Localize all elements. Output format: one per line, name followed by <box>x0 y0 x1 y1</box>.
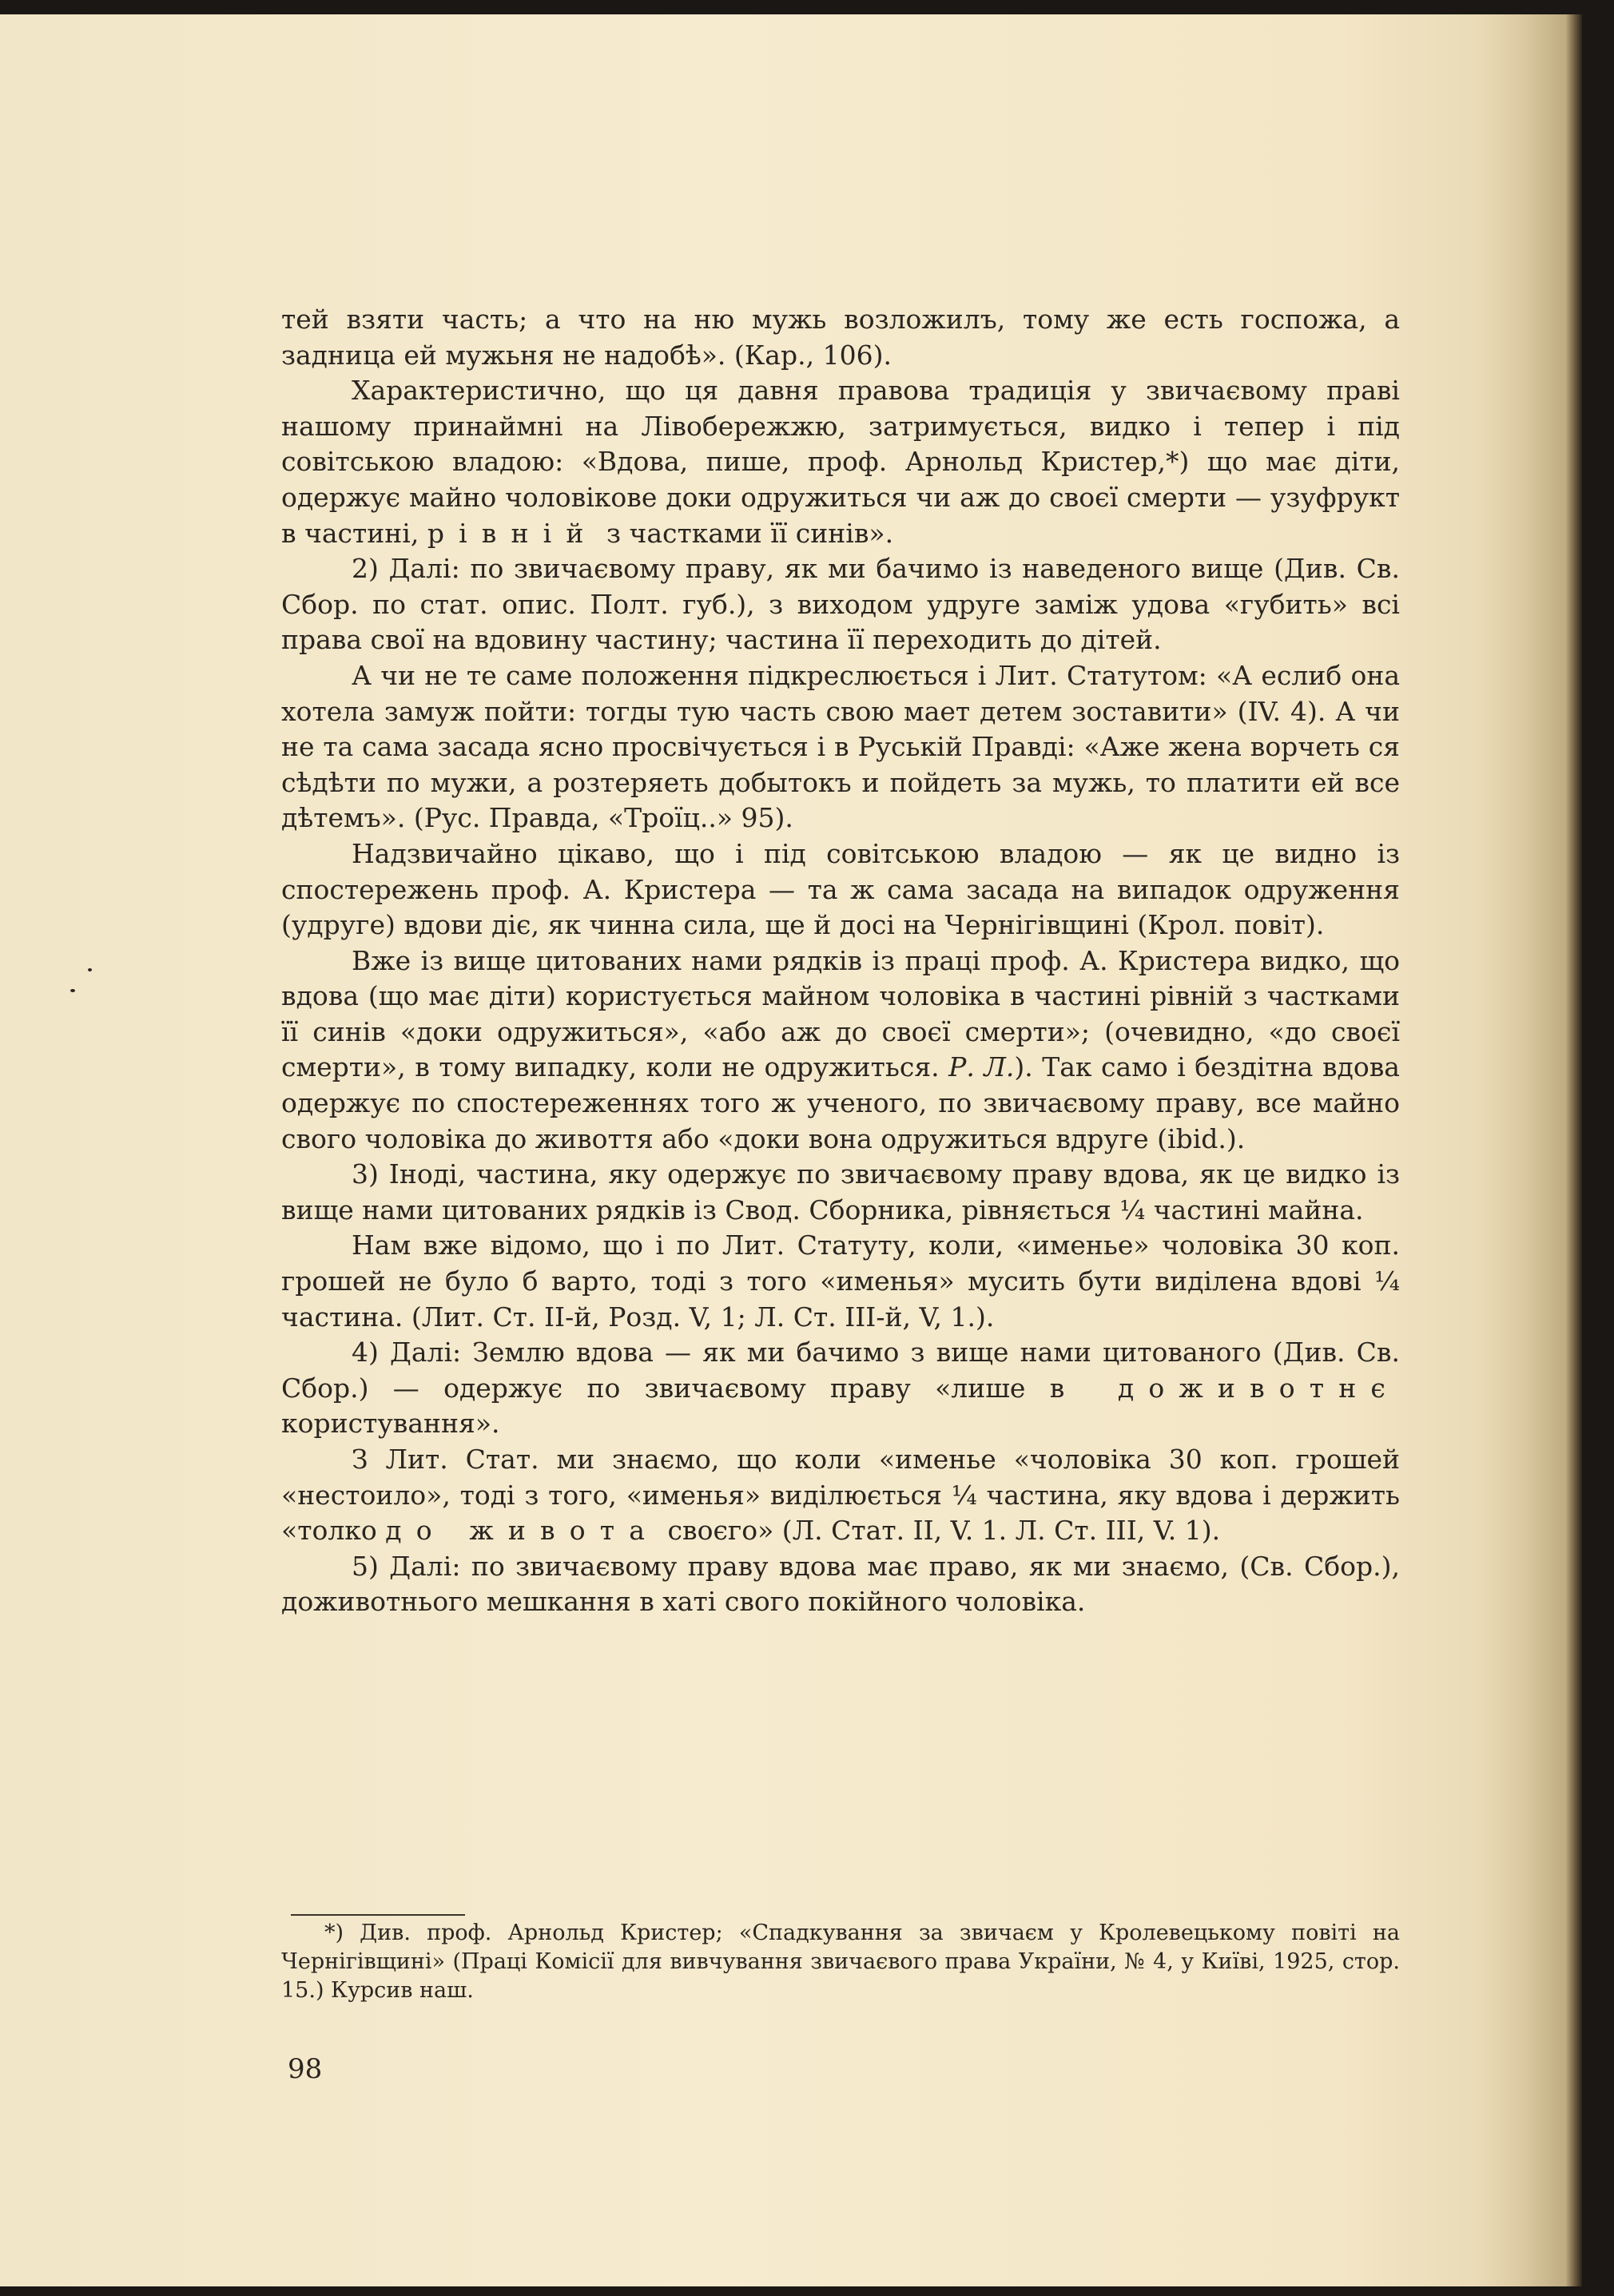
spaced-emphasis: в доживотнє <box>1049 1372 1400 1404</box>
text-run: Характеристично, що ця давня правова традиція у звичаєвому праві нашому принаймні на Лівобережжю, затримується, видко і тепер і під совітською владою: «Вдова, пише, проф. Арнольд Кристер,*) що має діти, одержує майно чоловікове доки одружиться чи аж до своєї смерти — узуфрукт в частині, <box>281 375 1400 549</box>
paragraph <box>281 302 1400 373</box>
paragraph <box>281 1335 1400 1442</box>
paragraph <box>281 943 1400 1158</box>
paragraph <box>281 373 1400 551</box>
ink-speck <box>70 989 75 992</box>
text-run: ). Так само і бездітна вдова одержує по спостереженнях того ж ученого, по звичаєвому праву, все майно свого чоловіка до живоття або «доки вона одружиться вдруге (ibid.). <box>281 1051 1400 1154</box>
paragraph <box>281 836 1400 943</box>
italic-text: Р. Л. <box>948 1051 1015 1083</box>
text-run: А чи не те саме положення підкреслюється і Лит. Статутом: «А еслиб она хотела замуж пойти: тогды тую часть свою мает детем зоставити» (IV. 4). А чи не та сама засада ясно просвічується і в Руській Правді: «Аже жена ворчеть ся сѣдѣти по мужи, а розтеряеть добытокъ и пойдеть за мужь, то платити ей все дѣтемъ». (Рус. Правда, «Троїц..» 95). <box>281 659 1400 834</box>
body-text <box>281 302 1400 1620</box>
spaced-emphasis: до живота <box>385 1515 660 1547</box>
page-number: 98 <box>288 2053 323 2085</box>
text-run: Надзвичайно цікаво, що і під совітською владою — як це видно із спостережень проф. А. Кристера — та ж сама засада на випадок одруження (удруге) вдови діє, як чинна сила, ще й досі на Чернігівщині (Крол. повіт). <box>281 837 1400 941</box>
text-run: Нам вже відомо, що і по Лит. Статуту, коли, «именье» чоловіка 30 коп. грошей не було б варто, тоді з того «именья» мусить бути виділена вдові ¼ частина. (Лит. Ст. II-й, Розд. V, 1; Л. Ст. III-й, V, 1.). <box>281 1229 1400 1333</box>
spaced-emphasis: рівній <box>427 517 598 549</box>
paragraph <box>281 1549 1400 1620</box>
ink-speck <box>88 968 92 971</box>
text-run: 2) Далі: по звичаєвому праву, як ми бачимо із наведеного вище (Див. Св. Сбор. по стат. опис. Полт. губ.), з виходом удруге заміж удова «губить» всі права свої на вдовину частину; частина її переходить до дітей. <box>281 553 1400 656</box>
book-gutter-edge <box>1564 14 1582 2286</box>
text-run: З Лит. Стат. ми знаємо, що коли «именье «чоловіка 30 коп. грошей «нестоило», тоді з того, «именья» виділюється ¼ частина, яку вдова і держить «толко <box>281 1444 1400 1547</box>
paragraph <box>281 1442 1400 1549</box>
footnote: *) Див. проф. Арнольд Кристер; «Спадкування за звичаєм у Кролевецькому повіті на Чернігівщині» (Праці Комісії для вивчування звичаєвого права України, № 4, у Київі, 1925, стор. 15.) Курсив наш. <box>281 1921 1400 2003</box>
paragraph <box>281 551 1400 658</box>
footnote-divider <box>291 1914 465 1916</box>
text-run: своєго» (Л. Стат. II, V. 1. Л. Ст. III, V. 1). <box>659 1515 1221 1547</box>
text-run: 4) Далі: Землю вдова — як ми бачимо з вище нами цитованого (Див. Св. Сбор.) — одержує по звичаєвому праву «лише <box>281 1337 1400 1404</box>
text-run: тей взяти часть; а что на ню мужь возложилъ, тому же есть госпожа, а задница ей мужьня не надобѣ». (Кар., 106). <box>281 304 1400 371</box>
paragraph <box>281 1228 1400 1335</box>
paragraph <box>281 658 1400 836</box>
text-run: користування». <box>281 1408 500 1440</box>
text-run: 5) Далі: по звичаєвому праву вдова має право, як ми знаємо, (Св. Сбор.), доживотнього мешкання в хаті свого покійного чоловіка. <box>281 1550 1400 1618</box>
paragraph <box>281 1157 1400 1228</box>
text-run: 3) Іноді, частина, яку одержує по звичаєвому праву вдова, як це видко із вище нами цитованих рядків із Свод. Сборника, рівняється ¼ частині майна. <box>281 1158 1400 1225</box>
text-run: з частками її синів». <box>598 517 894 549</box>
text-run: Вже із вище цитованих нами рядків із праці проф. А. Кристера видко, що вдова (що має діти) користується майном чоловіка в частині рівній з частками її синів «доки одружиться», «або аж до своєї смерти»; (очевидно, «до своєї смерти», в тому випадку, коли не одружиться. <box>281 944 1400 1083</box>
